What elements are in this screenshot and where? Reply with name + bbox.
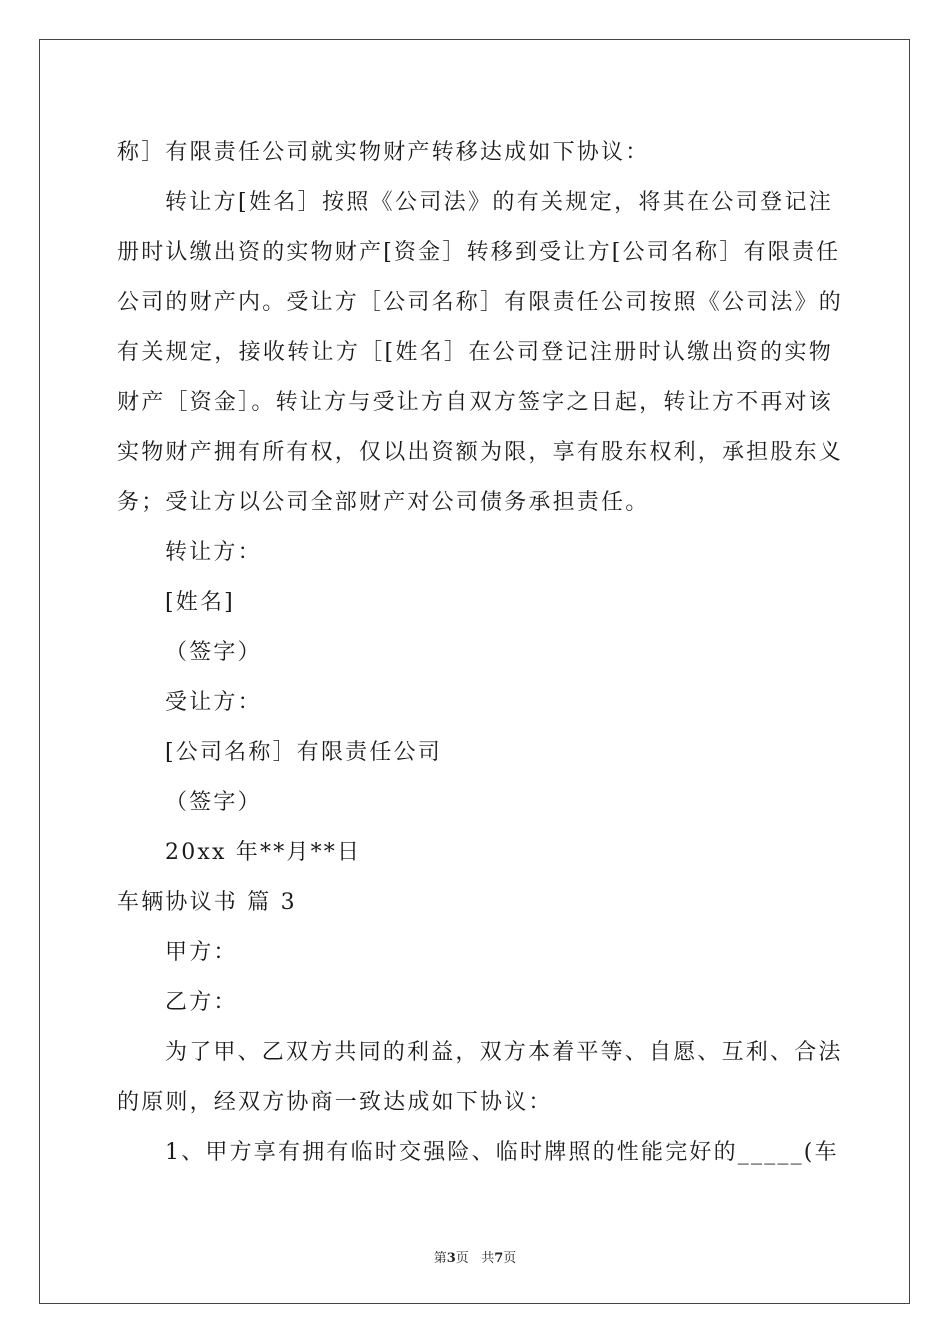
text-line: 的原则，经双方协商一致达成如下协议： (117, 1090, 553, 1115)
party-b-label: 乙方： (165, 990, 238, 1015)
transferor-name: [姓名] (165, 590, 235, 615)
text-line: 为了甲、乙双方共同的利益，双方本着平等、自愿、互利、合法 (165, 1040, 843, 1065)
text-line: 册时认缴出资的实物财产[资金］转移到受让方[公司名称］有限责任 (117, 240, 841, 265)
transferee-name: [公司名称］有限责任公司 (165, 740, 442, 765)
text-line: 有关规定，接收转让方［[姓名］在公司登记注册时认缴出资的实物 (117, 340, 833, 365)
page-suffix: 页 共 (455, 1251, 495, 1266)
page-footer (0, 1247, 950, 1266)
document-body (117, 128, 844, 1178)
transferee-label: 受让方： (165, 690, 262, 715)
total-suffix: 页 (503, 1251, 517, 1266)
page-prefix: 第 (433, 1251, 447, 1266)
party-a-label: 甲方： (165, 940, 238, 965)
signature-placeholder: （签字） (165, 790, 262, 815)
clause-1: 1、甲方享有拥有临时交强险、临时牌照的性能完好的_____(车 (165, 1140, 839, 1165)
text-line: 转让方[姓名］按照《公司法》的有关规定，将其在公司登记注 (165, 190, 833, 215)
section-heading: 车辆协议书 篇 3 (117, 890, 297, 915)
text-line: 称］有限责任公司就实物财产转移达成如下协议： (117, 140, 650, 165)
signature-placeholder: （签字） (165, 640, 262, 665)
transferor-label: 转让方： (165, 540, 262, 565)
text-line: 实物财产拥有所有权，仅以出资额为限，享有股东权利，承担股东义 (117, 440, 844, 465)
text-line: 务；受让方以公司全部财产对公司债务承担责任。 (117, 490, 650, 515)
page-total: 7 (494, 1251, 504, 1266)
page-current: 3 (446, 1251, 456, 1266)
date-line: 20xx 年**月**日 (165, 840, 362, 865)
text-line: 公司的财产内。受让方［公司名称］有限责任公司按照《公司法》的 (117, 290, 844, 315)
text-line: 财产［资金］。转让方与受让方自双方签字之日起，转让方不再对该 (117, 390, 833, 415)
